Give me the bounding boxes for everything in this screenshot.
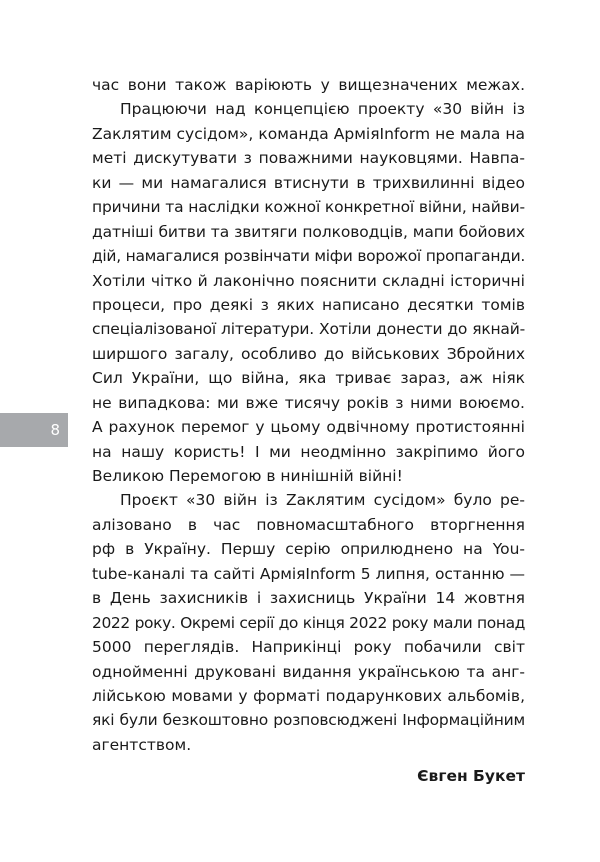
author-signature: Євген Букет xyxy=(417,767,525,785)
page-number-tab xyxy=(0,413,68,447)
text-line: лійською мовами у форматі подарункових альбомів, xyxy=(92,686,525,705)
body-text xyxy=(92,73,525,757)
text-line: спеціалізованої літератури. Хотіли донести до якнай- xyxy=(92,320,525,339)
text-line: Сил України, що війна, яка триває зараз, аж ніяк xyxy=(92,369,525,388)
text-line: Zаклятим сусідом», команда АрміяInform не мала на xyxy=(92,124,525,143)
page-number: 8 xyxy=(50,421,60,439)
text-line: причини та наслідки кожної конкретної війни, найви- xyxy=(92,198,526,217)
text-line: 2022 року. Окремі серії до кінця 2022 року мали понад xyxy=(92,613,525,632)
text-line: алізовано в час повномасштабного вторгнення xyxy=(92,515,525,534)
text-line: датніші битви та звитяги полководців, мапи бойових xyxy=(92,222,525,241)
text-line: Хотіли чітко й лаконічно пояснити складні історичні xyxy=(92,271,525,290)
text-line: рф в Україну. Першу серію оприлюднено на You- xyxy=(92,540,525,559)
text-line: які були безкоштовно розповсюджені Інформаційним xyxy=(92,711,525,730)
text-line: Працюючи над концепцією проекту «30 війн із xyxy=(120,100,525,119)
text-line: процеси, про деякі з яких написано десятки томів xyxy=(92,295,525,314)
text-line: на нашу користь! І ми неодмінно закріпимо його xyxy=(92,442,525,461)
text-line: в День захисників і захисниць України 14 жовтня xyxy=(92,589,525,608)
text-line: меті дискутувати з поважними науковцями. Навпа- xyxy=(92,149,525,168)
text-line: дій, намагалися розвінчати міфи ворожої пропаганди. xyxy=(92,247,525,266)
text-line: Великою Перемогою в нинішній війні! xyxy=(92,467,403,485)
text-line: ки — ми намагалися втиснути в трихвилинні відео xyxy=(92,173,525,192)
text-line: ширшого загалу, особливо до військових Збройних xyxy=(92,344,525,363)
text-line: час вони також варіюють у вищезначених межах. xyxy=(92,76,525,94)
text-line: Проєкт «30 війн із Zаклятим сусідом» було ре- xyxy=(120,491,525,510)
text-line: А рахунок перемог у цьому одвічному протистоянні xyxy=(92,418,525,437)
text-line: однойменні друковані видання українською та анг- xyxy=(92,662,525,681)
text-line: tube-каналі та сайті АрміяInform 5 липня, останню — xyxy=(92,564,525,583)
text-line: 5000 переглядів. Наприкінці року побачили світ xyxy=(92,638,525,657)
text-line: не випадкова: ми вже тисячу років з ними воюємо. xyxy=(92,393,525,412)
text-line: агентством. xyxy=(92,735,192,754)
